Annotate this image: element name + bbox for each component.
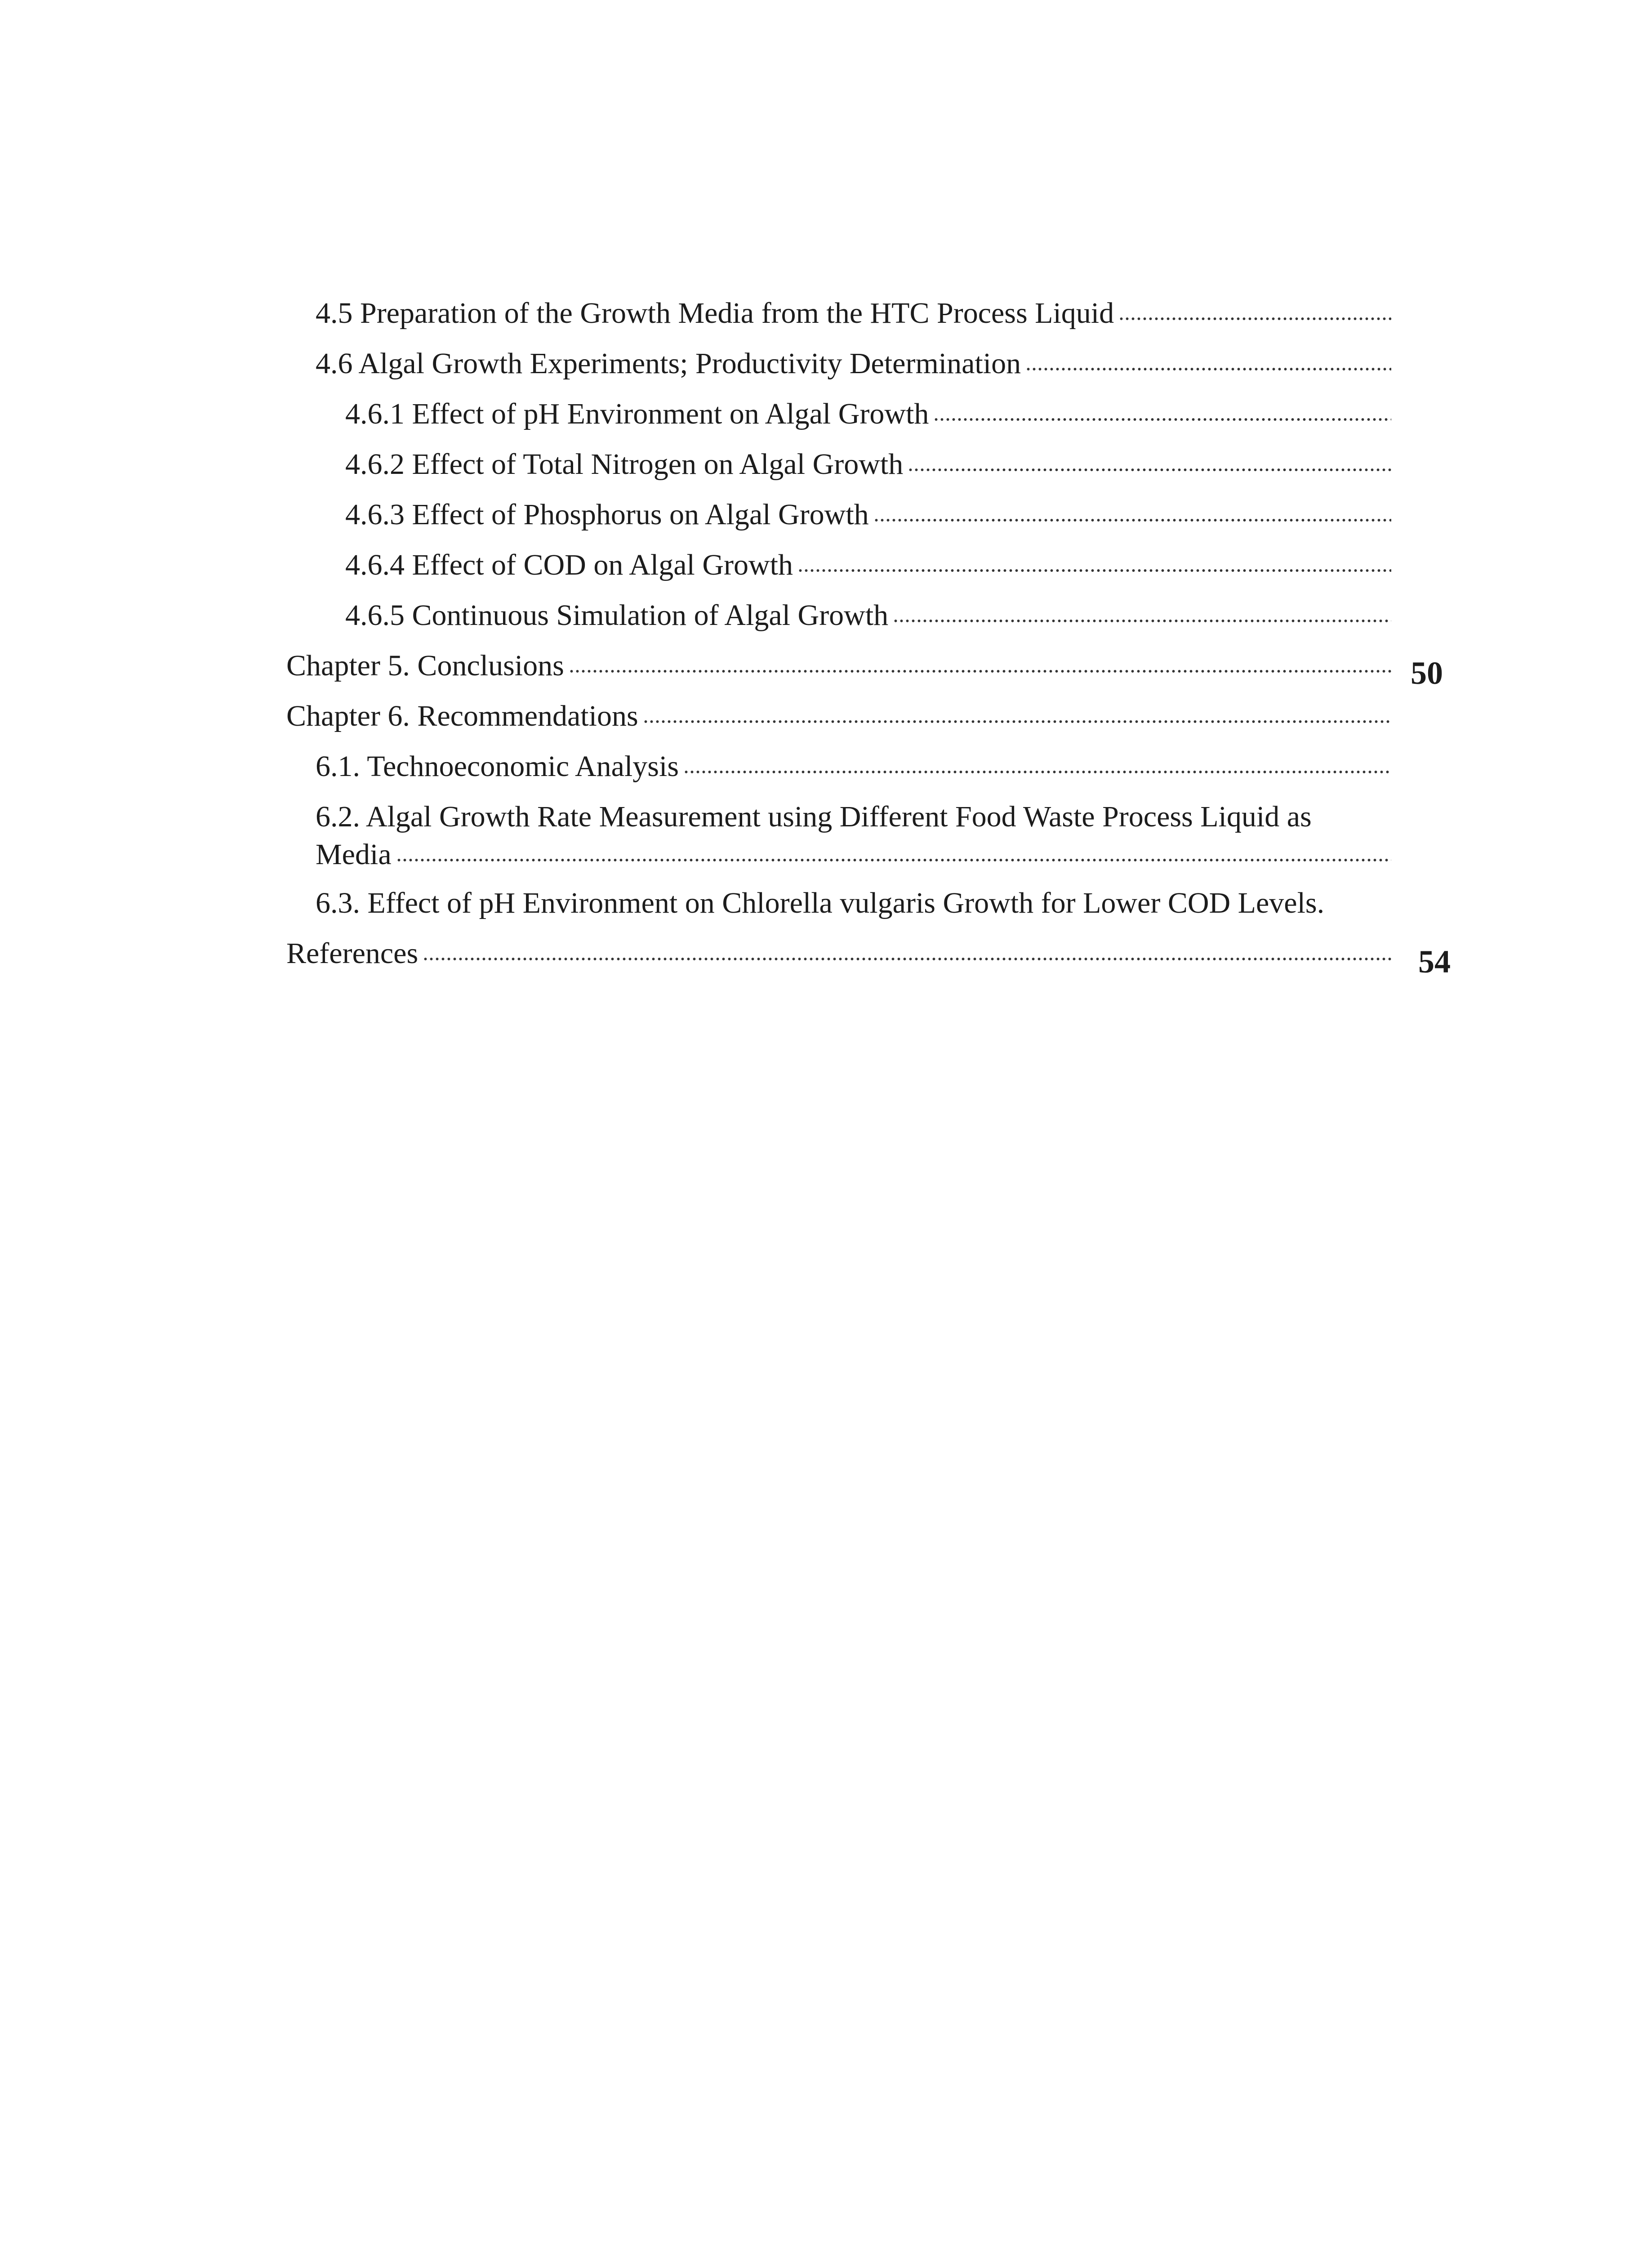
- toc-entry-4-5[interactable]: [316, 293, 1391, 334]
- toc-entry-text: 4.6.4 Effect of COD on Algal Growth: [345, 549, 793, 581]
- dot-leader: [423, 955, 1391, 963]
- toc-entry-text-continued: Media: [316, 838, 392, 871]
- dot-leader: [933, 415, 1391, 424]
- dot-leader: [1118, 315, 1391, 323]
- dot-leader: [908, 466, 1391, 474]
- toc-entry-chapter-6[interactable]: [286, 696, 1391, 736]
- toc-entry-text: 4.6.3 Effect of Phosphorus on Algal Growth: [345, 498, 869, 531]
- dot-leader: [569, 667, 1391, 675]
- toc-entry-text: 6.3. Effect of pH Environment on Chlorella vulgaris Growth for Lower COD Levels.: [316, 887, 1325, 919]
- toc-entry-4-6-4[interactable]: [345, 545, 1391, 585]
- toc-entry-text: References: [286, 937, 419, 970]
- toc-entry-text: Chapter 5. Conclusions: [286, 649, 564, 682]
- toc-entry-4-6-2[interactable]: [345, 444, 1391, 485]
- dot-leader: [396, 856, 1391, 864]
- toc-entry-4-6-3[interactable]: [345, 495, 1391, 535]
- dot-leader: [1025, 365, 1391, 373]
- dot-leader: [893, 617, 1391, 625]
- dot-leader: [873, 516, 1391, 524]
- toc-entry-text: 6.1. Technoeconomic Analysis: [316, 750, 679, 783]
- toc-entry-text: 4.5 Preparation of the Growth Media from the HTC Process Liquid: [316, 297, 1114, 330]
- toc-entry-6-1[interactable]: [316, 746, 1391, 787]
- dot-leader: [643, 718, 1391, 726]
- dot-leader: [797, 566, 1391, 575]
- toc-entry-6-2[interactable]: [316, 798, 1391, 874]
- toc-entry-text: 4.6.5 Continuous Simulation of Algal Growth: [345, 599, 889, 632]
- page-number: 50: [1411, 655, 1443, 691]
- toc-entry-chapter-5[interactable]: [286, 646, 1391, 686]
- toc-entry-text: 4.6.2 Effect of Total Nitrogen on Algal Growth: [345, 448, 904, 481]
- toc-entry-4-6-5[interactable]: [345, 595, 1391, 636]
- page-number: 54: [1418, 944, 1451, 980]
- toc-entry-4-6[interactable]: [316, 343, 1391, 384]
- dot-leader: [683, 768, 1391, 776]
- toc-entry-text: 4.6 Algal Growth Experiments; Productivity Determination: [316, 347, 1021, 380]
- toc-entry-text: Chapter 6. Recommendations: [286, 700, 638, 732]
- toc-entry-text: 6.2. Algal Growth Rate Measurement using Different Food Waste Process Liquid as: [316, 800, 1312, 833]
- table-of-contents: [0, 0, 1652, 1034]
- toc-entry-text: 4.6.1 Effect of pH Environment on Algal Growth: [345, 397, 929, 430]
- toc-entry-4-6-1[interactable]: [345, 394, 1391, 434]
- toc-entry-references[interactable]: [286, 933, 1391, 974]
- toc-entry-6-3[interactable]: [316, 883, 1391, 923]
